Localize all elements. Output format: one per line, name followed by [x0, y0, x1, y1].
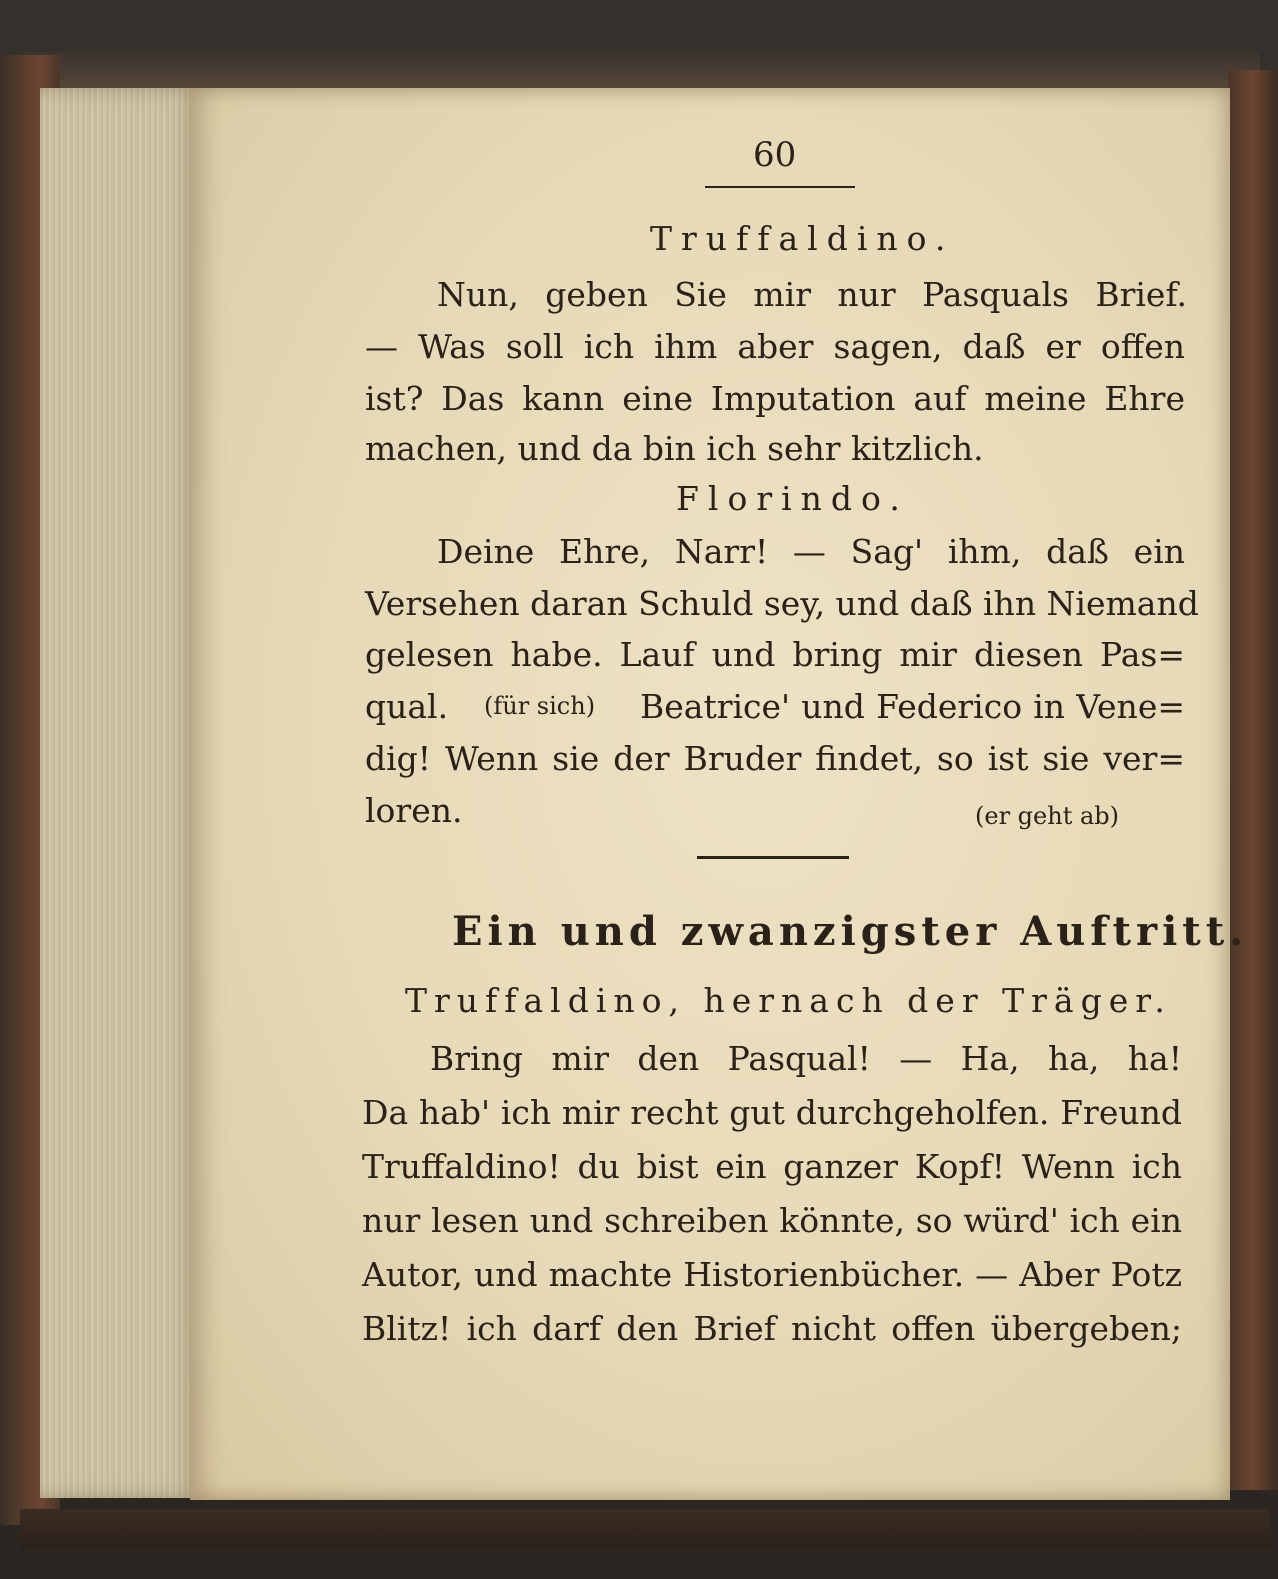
text-line: qual. [365, 687, 449, 726]
text-line: Versehen daran Schuld sey, und daß ihn Niemand [365, 584, 1199, 623]
book-cover-bottom [20, 1509, 1270, 1549]
speaker-truffaldino: Truffaldino. [650, 219, 955, 258]
book-cover-right [1228, 70, 1278, 1490]
text-line: Blitz! ich darf den Brief nicht offen übergeben; [362, 1309, 1182, 1348]
text-line: Da hab' ich mir recht gut durchgeholfen. Freund [362, 1093, 1182, 1132]
text-line: Nun, geben Sie mir nur Pasquals Brief. [437, 275, 1187, 314]
page-edges [40, 88, 200, 1498]
page-number: 60 [753, 135, 797, 175]
speaker-florindo: Florindo. [676, 479, 909, 518]
text-line: Autor, und machte Historienbücher. — Aber Potz [362, 1255, 1182, 1294]
stage-direction: (er geht ab) [975, 802, 1119, 830]
text-line: nur lesen und schreiben könnte, so würd' ich ein [362, 1201, 1182, 1240]
scene-heading: Ein und zwanzigster Auftritt. [452, 908, 1249, 955]
text-line: — Was soll ich ihm aber sagen, daß er offen [365, 327, 1185, 366]
text-line: machen, und da bin ich sehr kitzlich. [365, 429, 984, 468]
scene-speakers: Truffaldino, hernach der Träger. [405, 981, 1172, 1020]
text-line: gelesen habe. Lauf und bring mir diesen Pas= [365, 635, 1185, 674]
text-line: Deine Ehre, Narr! — Sag' ihm, daß ein [437, 532, 1185, 571]
text-line: dig! Wenn sie der Bruder findet, so ist sie ver= [365, 739, 1185, 778]
book-cover-top [20, 52, 1260, 92]
text-line: Beatrice' und Federico in Vene= [640, 687, 1185, 726]
header-rule [705, 186, 855, 188]
text-line: Truffaldino! du bist ein ganzer Kopf! Wenn ich [362, 1147, 1182, 1186]
text-line: Bring mir den Pasqual! — Ha, ha, ha! [430, 1039, 1182, 1078]
text-line: loren. [365, 791, 463, 830]
stage-direction: (für sich) [484, 692, 596, 720]
scene-divider [697, 856, 849, 859]
text-line: ist? Das kann eine Imputation auf meine Ehre [365, 379, 1185, 418]
